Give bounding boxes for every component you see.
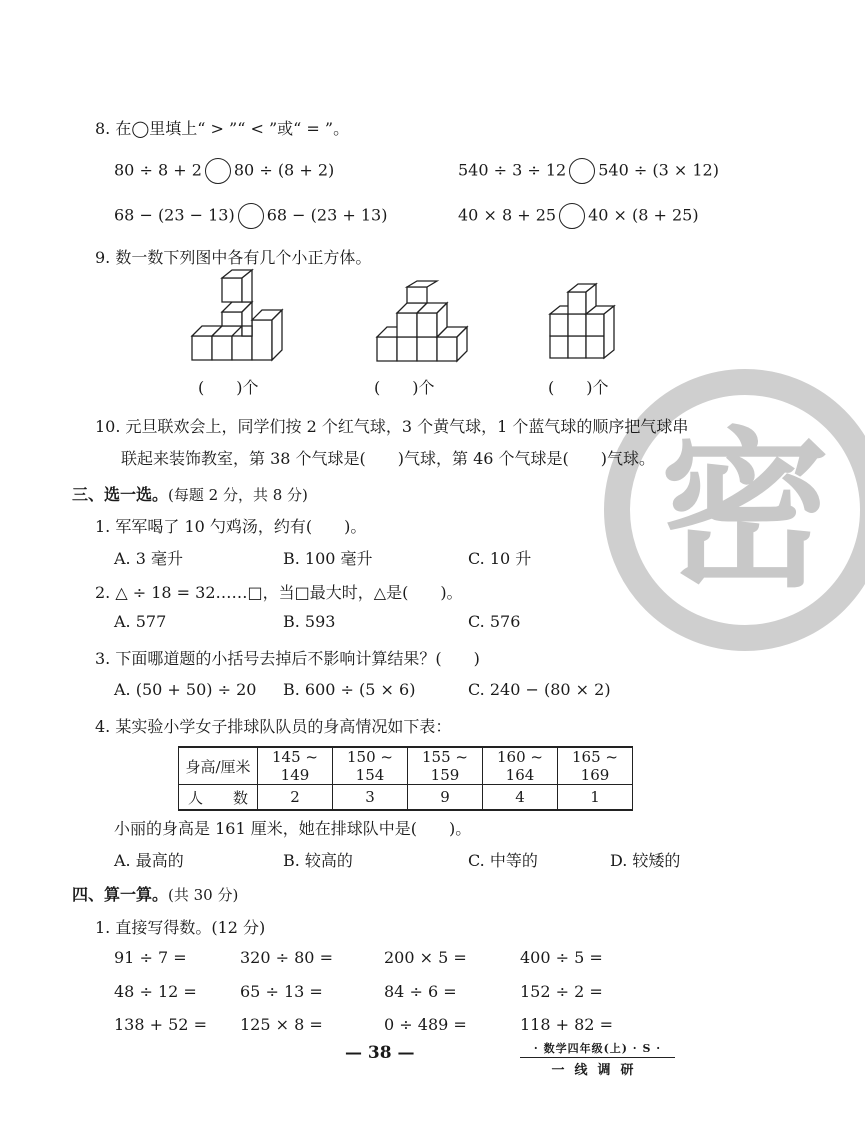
cube-figure-2 [375, 295, 470, 367]
calc-1-1: 91 ÷ 7 = [114, 948, 187, 967]
s3-q1-option-b[interactable]: B. 100 毫升 [283, 549, 373, 568]
table-row [179, 785, 633, 811]
calc-2-3: 84 ÷ 6 = [384, 982, 457, 1001]
s3-q4-followup: 小丽的身高是 161 厘米，她在排球队中是( )。 [114, 819, 472, 838]
s3-q2-option-a[interactable]: A. 577 [114, 612, 167, 631]
s3-q4-option-d[interactable]: D. 较矮的 [610, 851, 681, 870]
calc-3-2: 125 × 8 = [240, 1015, 323, 1034]
height-table [178, 746, 633, 811]
q8-item-3-left: 68 − (23 − 13) [114, 205, 235, 225]
s3-q3-option-a[interactable]: A. (50 + 50) ÷ 20 [114, 680, 257, 699]
s3-q4-option-a[interactable]: A. 最高的 [114, 851, 184, 870]
s3-question-1: 1. 军军喝了 10 勺鸡汤，约有( )。 [95, 517, 367, 536]
footer-brand [520, 1040, 675, 1078]
compare-circle-4[interactable] [559, 203, 585, 229]
s4-sub1: 1. 直接写得数。(12 分) [95, 918, 266, 937]
table-count-5: 1 [558, 785, 633, 811]
table-count-label: 人 数 [179, 785, 258, 811]
calc-1-4: 400 ÷ 5 = [520, 948, 603, 967]
secret-seal-watermark [605, 360, 865, 660]
s3-q2-option-b[interactable]: B. 593 [283, 612, 336, 631]
calc-3-3: 0 ÷ 489 = [384, 1015, 467, 1034]
table-range-5: 165 ~ 169 [558, 747, 633, 785]
s3-question-2: 2. △ ÷ 18 = 32……□，当□最大时，△是( )。 [95, 583, 463, 602]
q10-line-1: 10. 元旦联欢会上，同学们按 2 个红气球，3 个黄气球，1 个蓝气球的顺序把气球串 [95, 417, 689, 436]
section4-heading: 四、算一算。 [72, 885, 169, 904]
s3-q1-option-c[interactable]: C. 10 升 [468, 549, 532, 568]
s3-q4-option-c[interactable]: C. 中等的 [468, 851, 538, 870]
footer-brand-top: · 数学四年级(上) · S · [520, 1040, 675, 1058]
q8-item-2 [458, 158, 719, 184]
q8-item-2-left: 540 ÷ 3 ÷ 12 [458, 160, 567, 180]
calc-1-2: 320 ÷ 80 = [240, 948, 333, 967]
q9-answer-3[interactable]: ( )个 [548, 378, 609, 397]
q8-item-4-right: 40 × (8 + 25) [588, 205, 699, 225]
calc-2-1: 48 ÷ 12 = [114, 982, 197, 1001]
cube-figure-1 [190, 278, 290, 368]
section3-heading: 三、选一选。 [72, 485, 169, 504]
q8-item-3-right: 68 − (23 + 13) [266, 205, 388, 225]
table-range-4: 160 ~ 164 [483, 747, 558, 785]
s3-q3-option-b[interactable]: B. 600 ÷ (5 × 6) [283, 680, 416, 699]
q8-item-3 [114, 203, 387, 229]
q8-item-1-left: 80 ÷ 8 + 2 [114, 160, 202, 180]
table-range-2: 150 ~ 154 [333, 747, 408, 785]
q8-item-1-right: 80 ÷ (8 + 2) [233, 160, 335, 180]
section4-score: (共 30 分) [168, 886, 239, 904]
q8-item-1 [114, 158, 334, 184]
q8-item-4-left: 40 × 8 + 25 [458, 205, 557, 225]
s3-question-3: 3. 下面哪道题的小括号去掉后不影响计算结果？( ) [95, 649, 480, 668]
calc-2-2: 65 ÷ 13 = [240, 982, 323, 1001]
q8-item-4 [458, 203, 699, 229]
footer-brand-bottom: 一线调研 [551, 1063, 644, 1078]
table-count-2: 3 [333, 785, 408, 811]
s3-q4-option-b[interactable]: B. 较高的 [283, 851, 353, 870]
cube-figure-3-shapes [550, 284, 614, 358]
table-count-1: 2 [258, 785, 333, 811]
section3-header [72, 482, 308, 505]
cube-figure-1-shapes [192, 270, 282, 360]
q9-answer-1[interactable]: ( )个 [198, 378, 259, 397]
s3-q3-option-c[interactable]: C. 240 − (80 × 2) [468, 680, 611, 699]
table-range-3: 155 ~ 159 [408, 747, 483, 785]
table-row [179, 747, 633, 785]
q9-answer-2[interactable]: ( )个 [374, 378, 435, 397]
calc-3-1: 138 + 52 = [114, 1015, 207, 1034]
compare-circle-2[interactable] [569, 158, 595, 184]
cube-figure-3 [548, 296, 618, 364]
calc-3-4: 118 + 82 = [520, 1015, 613, 1034]
compare-circle-1[interactable] [205, 158, 231, 184]
seal-glyph: 密 [659, 413, 831, 611]
s3-question-4: 4. 某实验小学女子排球队队员的身高情况如下表： [95, 717, 452, 736]
q9-title: 9. 数一数下列图中各有几个小正方体。 [95, 248, 372, 267]
q8-title [95, 116, 349, 139]
table-count-3: 9 [408, 785, 483, 811]
s3-q2-option-c[interactable]: C. 576 [468, 612, 521, 631]
compare-circle-3[interactable] [238, 203, 264, 229]
page-number: — 38 — [345, 1043, 415, 1063]
calc-2-4: 152 ÷ 2 = [520, 982, 603, 1001]
table-header-label: 身高/厘米 [179, 747, 258, 785]
table-count-4: 4 [483, 785, 558, 811]
q8-title-text: 8. 在◯里填上“ > ”“ < ”或“ = ”。 [95, 119, 350, 138]
cube-figure-2-shapes [377, 281, 467, 361]
q10-line-2: 联起来装饰教室，第 38 个气球是( )气球，第 46 个气球是( )气球。 [121, 449, 656, 468]
calc-1-3: 200 × 5 = [384, 948, 467, 967]
table-range-1: 145 ~ 149 [258, 747, 333, 785]
section3-score: (每题 2 分，共 8 分) [168, 486, 308, 504]
q8-item-2-right: 540 ÷ (3 × 12) [598, 160, 719, 180]
section4-header [72, 882, 238, 905]
s3-q1-option-a[interactable]: A. 3 毫升 [114, 549, 183, 568]
